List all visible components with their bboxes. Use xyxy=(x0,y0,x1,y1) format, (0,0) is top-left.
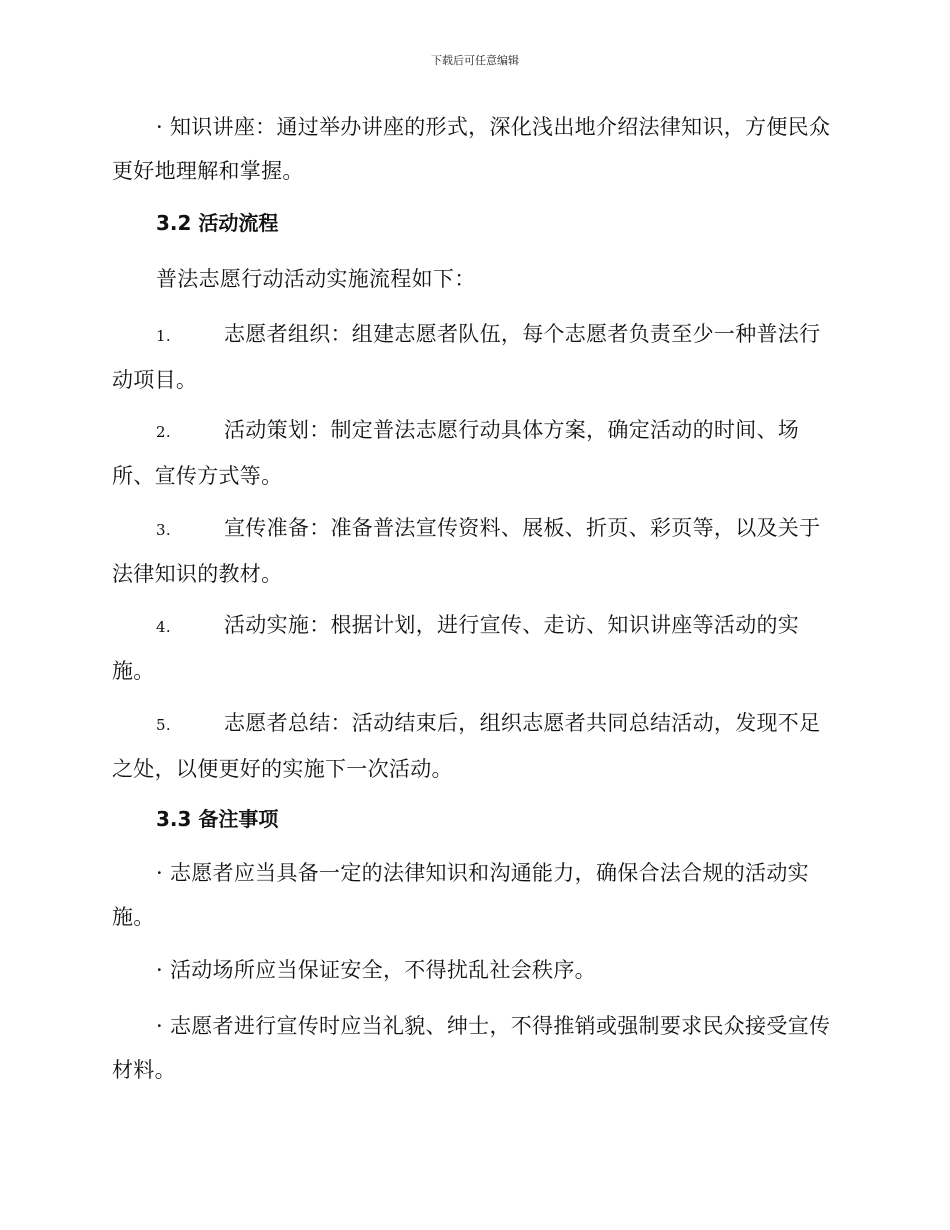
step-item xyxy=(112,701,832,791)
note-bullet: · 志愿者进行宣传时应当礼貌、绅士，不得推销或强制要求民众接受宣传材料。 xyxy=(112,1014,831,1082)
section-title-3-3: 3.3 备注事项 xyxy=(156,807,279,831)
step-text: 志愿者组织：组建志愿者队伍，每个志愿者负责至少一种普法行动项目。 xyxy=(112,322,821,392)
note-bullet: · 活动场所应当保证安全，不得扰乱社会秩序。 xyxy=(156,958,596,982)
step-number: 2. xyxy=(156,423,171,441)
note-bullet: · 志愿者应当具备一定的法律知识和沟通能力，确保合法合规的活动实施。 xyxy=(112,861,809,929)
step-number: 4. xyxy=(156,618,171,636)
step-number: 3. xyxy=(156,521,171,539)
step-item xyxy=(112,506,832,596)
step-number: 5. xyxy=(156,716,171,734)
step-text: 活动策划：制定普法志愿行动具体方案，确定活动的时间、场所、宣传方式等。 xyxy=(112,418,800,488)
page-header: 下载后可任意编辑 xyxy=(431,54,519,67)
step-item xyxy=(112,408,832,498)
step-text: 活动实施：根据计划，进行宣传、走访、知识讲座等活动的实施。 xyxy=(112,613,800,683)
bullet-knowledge-lecture: · 知识讲座：通过举办讲座的形式，深化浅出地介绍法律知识，方便民众更好地理解和掌握。 xyxy=(112,115,831,183)
section-3-2-intro: 普法志愿行动活动实施流程如下： xyxy=(156,267,476,291)
step-number: 1. xyxy=(156,327,171,345)
step-item xyxy=(112,312,832,402)
step-item xyxy=(112,603,832,693)
step-text: 宣传准备：准备普法宣传资料、展板、折页、彩页等，以及关于法律知识的教材。 xyxy=(112,516,821,586)
step-text: 志愿者总结：活动结束后，组织志愿者共同总结活动，发现不足之处，以便更好的实施下一次活动。 xyxy=(112,711,821,781)
section-title-3-2: 3.2 活动流程 xyxy=(156,211,279,235)
